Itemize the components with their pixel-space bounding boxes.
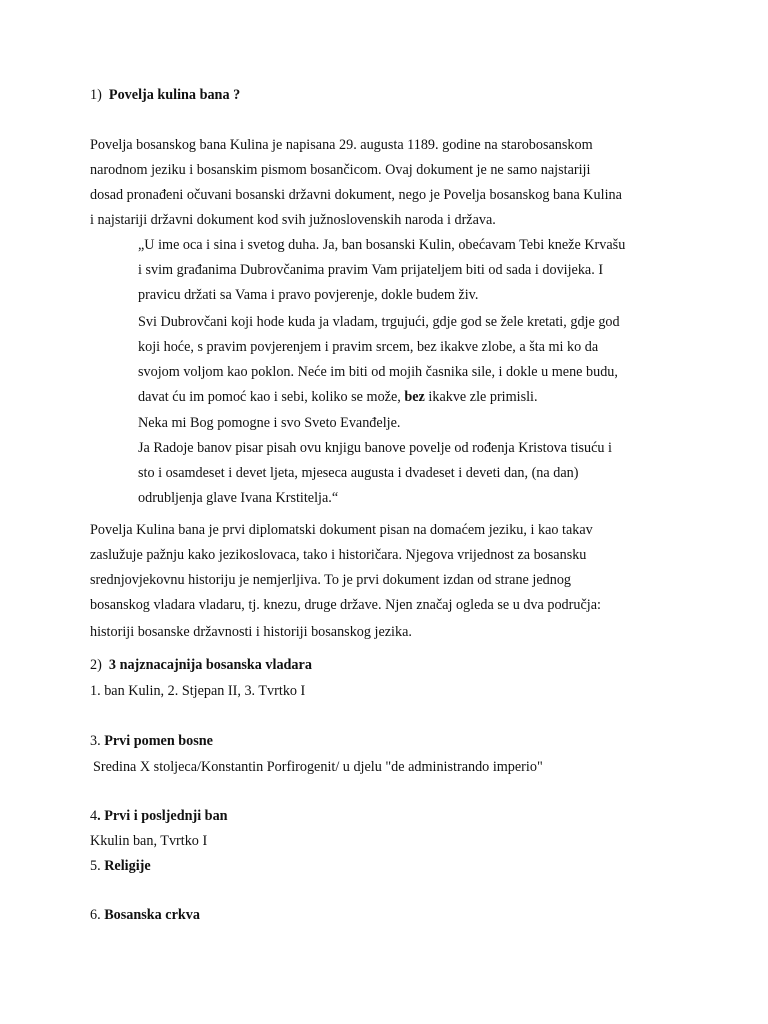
- quote-line: Svi Dubrovčani koji hode kuda ja vladam, trgujući, gdje god se žele kretati, gdje god: [138, 314, 620, 330]
- quote-line: i svim građanima Dubrovčanima pravim Vam prijateljem biti od sada i dovijeka. I: [138, 262, 604, 278]
- q1-closing-line: bosanskog vladara vladaru, tj. knezu, druge države. Njen značaj ogleda se u dva područja:: [90, 597, 601, 613]
- q2-heading: [90, 656, 312, 674]
- q5-title: Religije: [104, 858, 151, 874]
- q4-heading: [90, 807, 228, 825]
- quote-text: davat ću im pomoć kao i sebi, koliko se može,: [138, 389, 401, 405]
- q4-title: . Prvi i posljednji ban: [97, 808, 228, 824]
- q6-title: Bosanska crkva: [104, 907, 200, 923]
- quote-bold-word: bez: [404, 389, 425, 405]
- q1-heading: [90, 86, 240, 104]
- q1-closing-line: srednjovjekovnu historiju je nemjerljiva. To je prvi dokument izdan od strane jednog: [90, 572, 572, 588]
- q2-title: 3 najznacajnija bosanska vladara: [108, 657, 312, 673]
- q1-closing-line: zaslužuje pažnju kako jezikoslovaca, tako i historičara. Njegova vrijednost za bosansku: [90, 547, 587, 563]
- q1-intro-line: i najstariji državni dokument kod svih južnoslovenskih naroda i država.: [90, 212, 496, 228]
- q6-number: 6.: [90, 907, 101, 923]
- q1-number: 1): [90, 87, 102, 103]
- quote-line: pravicu držati sa Vama i pravo povjerenje, dokle budem živ.: [138, 287, 479, 303]
- quote-line: odrubljenja glave Ivana Krstitelja.“: [138, 490, 339, 506]
- q4-number: 4: [90, 808, 98, 824]
- quote-line: sto i osamdeset i devet ljeta, mjeseca augusta i dvadeset i deveti dan, (na dan): [138, 465, 579, 481]
- q1-closing-line: Povelja Kulina bana je prvi diplomatski dokument pisan na domaćem jeziku, i kao takav: [90, 522, 593, 538]
- quote-line-with-bold: [138, 388, 538, 406]
- q1-closing-line: historiji bosanske državnosti i historiji bosanskog jezika.: [90, 624, 412, 640]
- q1-title: Povelja kulina bana ?: [108, 87, 241, 103]
- quote-line: koji hoće, s pravim povjerenjem i pravim srcem, bez ikakve zlobe, a šta mi ko da: [138, 339, 599, 355]
- quote-line: Ja Radoje banov pisar pisah ovu knjigu banove povelje od rođenja Kristova tisuću i: [138, 440, 612, 456]
- q1-intro-line: narodnom jeziku i bosanskim pismom bosančicom. Ovaj dokument je ne samo najstariji: [90, 162, 591, 178]
- quote-line: svojom voljom kao poklon. Neće im biti od mojih časnika sile, i dokle u mene budu,: [138, 364, 618, 380]
- q1-intro-line: Povelja bosanskog bana Kulina je napisana 29. augusta 1189. godine na starobosanskom: [90, 137, 593, 153]
- q3-title: Prvi pomen bosne: [104, 733, 213, 749]
- q5-heading: [90, 857, 151, 875]
- q4-answer: Kkulin ban, Tvrtko I: [90, 833, 208, 849]
- q5-number: 5.: [90, 858, 101, 874]
- q3-number: 3.: [90, 733, 101, 749]
- q6-heading: [90, 906, 200, 924]
- q2-number: 2): [90, 657, 102, 673]
- q1-intro-line: dosad pronađeni očuvani bosanski državni dokument, nego je Povelja bosanskog bana Kulina: [90, 187, 622, 203]
- quote-text: ikakve zle primisli.: [428, 389, 538, 405]
- quote-line: Neka mi Bog pomogne i svo Sveto Evanđelje.: [138, 415, 401, 431]
- q3-answer: Sredina X stoljeca/Konstantin Porfirogenit/ u djelu "de administrando imperio": [93, 759, 543, 775]
- q3-heading: [90, 732, 213, 750]
- q2-answer: 1. ban Kulin, 2. Stjepan II, 3. Tvrtko I: [90, 683, 306, 699]
- quote-line: „U ime oca i sina i svetog duha. Ja, ban bosanski Kulin, obećavam Tebi kneže Krvašu: [138, 237, 626, 253]
